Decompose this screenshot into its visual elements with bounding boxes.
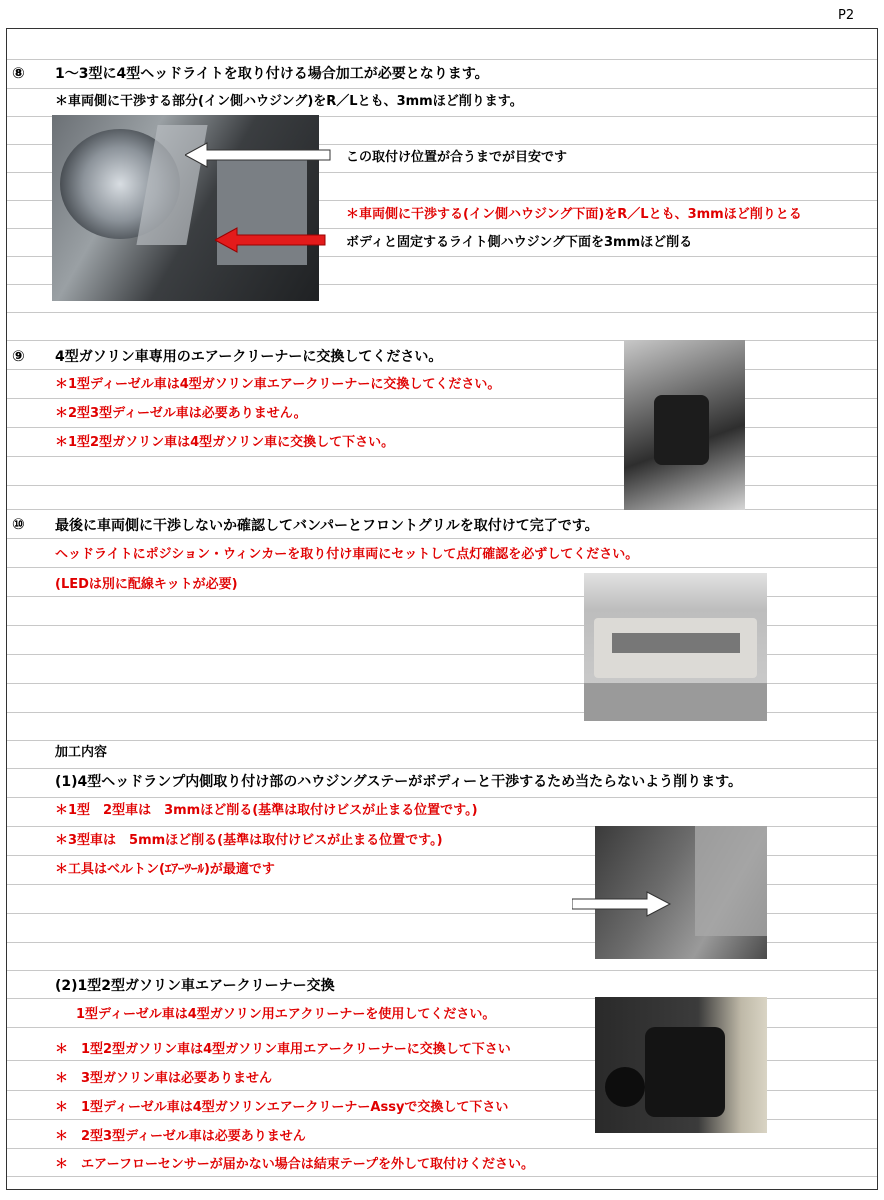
kakou-line-1-1: ＊1型 2型車は 3mmほど削る(基準は取付けビスが止まる位置です。) <box>55 803 478 818</box>
callout-red-shave: ＊車両側に干渉する(イン側ハウジング下面)をR／Lとも、3mmほど削りとる <box>346 207 802 222</box>
front-grille-photo <box>584 573 767 721</box>
white-arrow-icon-2 <box>572 890 672 918</box>
callout-position-guide: この取付け位置が合うまでが目安です <box>346 150 568 165</box>
kakou-line-2-2: ＊ 3型ガソリン車は必要ありません <box>55 1071 273 1086</box>
air-cleaner-photo <box>624 340 745 510</box>
kakou-line-2-5: ＊ エアーフローセンサーが届かない場合は結束テープを外して取付けください。 <box>55 1157 535 1172</box>
section-9-line-1: ＊1型ディーゼル車は4型ガソリン車エアークリーナーに交換してください。 <box>55 377 501 392</box>
section-8-title: 1～3型に4型ヘッドライトを取り付ける場合加工が必要となります。 <box>55 66 489 82</box>
section-10-red-1: ヘッドライトにポジション・ウィンカーを取り付け車両にセットして点灯確認を必ずしてください。 <box>55 547 639 562</box>
section-10-number: ⑩ <box>12 515 25 533</box>
page-number: P2 <box>838 8 855 23</box>
kakou-line-1-2: ＊3型車は 5mmほど削る(基準は取付けビスが止まる位置です。) <box>55 833 443 848</box>
section-9-number: ⑨ <box>12 347 25 365</box>
kakou-line-1-3: ＊工具はベルトン(ｴｱｰﾂｰﾙ)が最適です <box>55 862 275 877</box>
kakou-line-2-3: ＊ 1型ディーゼル車は4型ガソリンエアークリーナーAssyで交換して下さい <box>55 1100 509 1115</box>
section-10-title: 最後に車両側に干渉しないか確認してバンパーとフロントグリルを取付けて完了です。 <box>55 518 599 534</box>
section-9-line-3: ＊1型2型ガソリン車は4型ガソリン車に交換して下さい。 <box>55 435 395 450</box>
white-arrow-icon <box>185 141 335 169</box>
kakou-line-2-4: ＊ 2型3型ディーゼル車は必要ありません <box>55 1129 306 1144</box>
section-10-red-2: (LEDは別に配線キットが必要) <box>55 577 238 592</box>
kakou-note-2: 1型ディーゼル車は4型ガソリン用エアクリーナーを使用してください。 <box>76 1007 496 1022</box>
section-9-line-2: ＊2型3型ディーゼル車は必要ありません。 <box>55 406 307 421</box>
section-8-number: ⑧ <box>12 64 25 82</box>
air-cleaner-assy-photo <box>595 997 767 1133</box>
kakou-sub-1: (1)4型ヘッドランプ内側取り付け部のハウジングステーがボディーと干渉するため当たらないよう削ります。 <box>55 774 742 790</box>
kakou-heading: 加工内容 <box>55 745 108 760</box>
kakou-sub-2: (2)1型2型ガソリン車エアークリーナー交換 <box>55 978 335 994</box>
callout-housing-shave: ボディと固定するライト側ハウジング下面を3mmほど削る <box>346 235 693 250</box>
section-8-note: ＊車両側に干渉する部分(イン側ハウジング)をR／Lとも、3mmほど削ります。 <box>55 94 523 109</box>
kakou-line-2-1: ＊ 1型2型ガソリン車は4型ガソリン車用エアークリーナーに交換して下さい <box>55 1042 511 1057</box>
red-arrow-icon <box>215 226 330 254</box>
section-9-title: 4型ガソリン車専用のエアークリーナーに交換してください。 <box>55 349 443 365</box>
